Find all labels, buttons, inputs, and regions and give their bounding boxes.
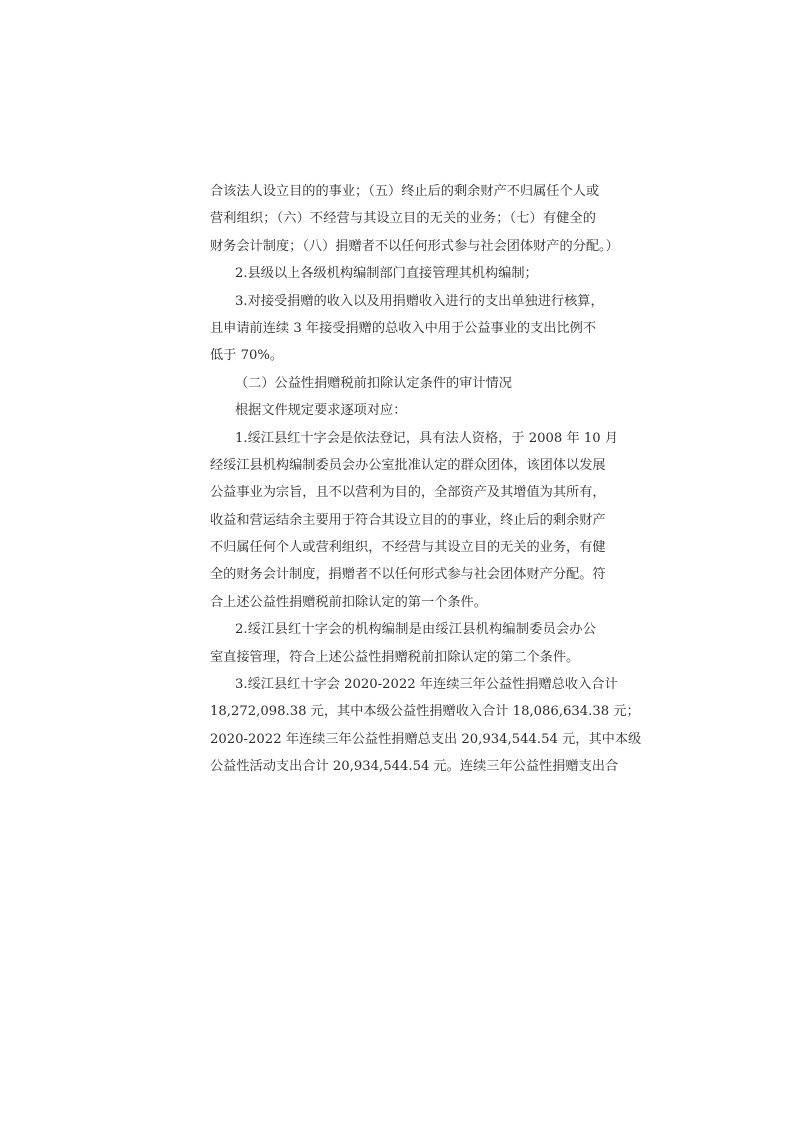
paragraph-line: 18,272,098.38 元，其中本级公益性捐赠收入合计 18,086,634.38 元； — [210, 704, 640, 720]
document-body — [210, 178, 642, 781]
paragraph-line: 经绥江县机构编制委员会办公室批准认定的群众团体，该团体以发展 — [210, 457, 606, 473]
paragraph-first-line: 根据文件规定要求逐项对应： — [235, 403, 407, 419]
paragraph-line: 合上述公益性捐赠税前扣除认定的第一个条件。 — [210, 594, 487, 610]
paragraph-first-line: 3.绥江县红十字会 2020-2022 年连续三年公益性捐赠总收入合计 — [235, 677, 618, 693]
paragraph-line: 且申请前连续 3 年接受捐赠的总收入中用于公益事业的支出比例不 — [210, 320, 597, 336]
paragraph-first-line: 1.绥江县红十字会是依法登记，具有法人资格，于 2008 年 10 月 — [235, 430, 619, 446]
paragraph-line: 合该法人设立目的的事业；（五）终止后的剩余财产不归属任个人或 — [210, 184, 600, 199]
paragraph-line: 公益性活动支出合计 20,934,544.54 元。连续三年公益性捐赠支出合 — [210, 759, 619, 775]
paragraph-line: 营利组织；（六）不经营与其设立目的无关的业务；（七）有健全的 — [210, 211, 596, 227]
paragraph-first-line: 2.绥江县红十字会的机构编制是由绥江县机构编制委员会办公 — [235, 622, 596, 638]
paragraph-line: 2020-2022 年连续三年公益性捐赠总支出 20,934,544.54 元，其中本级 — [210, 731, 642, 747]
paragraph-line: 室直接管理，符合上述公益性捐赠税前扣除认定的第二个条件。 — [210, 649, 580, 665]
paragraph-line: 全的财务会计制度，捐赠者不以任何形式参与社会团体财产分配。符 — [210, 567, 606, 583]
paragraph-first-line: 3.对接受捐赠的收入以及用捐赠收入进行的支出单独进行核算， — [235, 293, 604, 309]
paragraph-line: 不归属任何个人或营利组织，不经营与其设立目的无关的业务，有健 — [210, 540, 606, 556]
paragraph-line: 收益和营运结余主要用于符合其设立目的的事业，终止后的剩余财产 — [210, 512, 606, 528]
paragraph-first-line: （二）公益性捐赠税前扣除认定条件的审计情况 — [235, 375, 512, 391]
paragraph-line: 公益事业为宗旨，且不以营利为目的，全部资产及其增值为其所有， — [210, 485, 606, 501]
paragraph-line: 财务会计制度；（八）捐赠者不以任何形式参与社会团体财产的分配。） — [210, 238, 619, 254]
paragraph-line: 低于 70%。 — [210, 348, 284, 364]
paragraph-first-line: 2.县级以上各级机构编制部门直接管理其机构编制； — [235, 266, 538, 282]
